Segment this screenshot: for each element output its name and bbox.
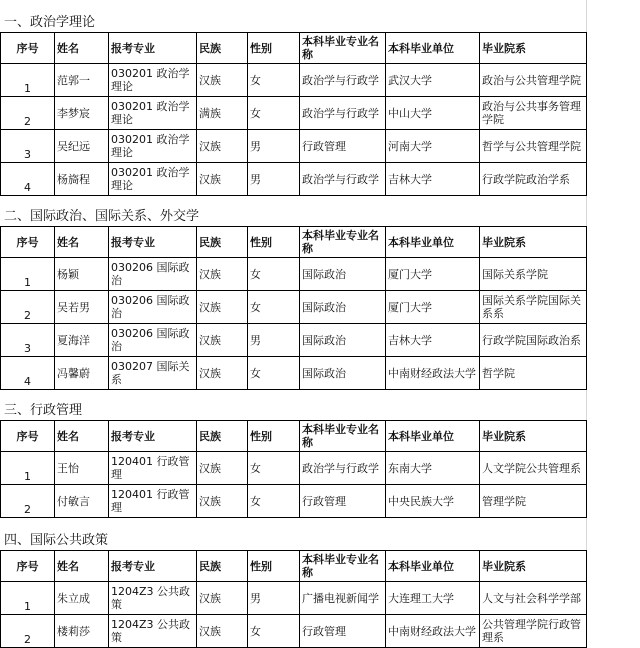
header-undergrad-school: 本科毕业单位 [386, 421, 480, 452]
cell-index: 2 [1, 485, 55, 518]
cell-undergrad-dept: 人文与社会科学学部 [480, 582, 587, 615]
header-index: 序号 [1, 421, 55, 452]
cell-undergrad-major: 国际政治 [300, 291, 386, 324]
table-header-row [1, 33, 587, 64]
cell-undergrad-major: 行政管理 [300, 130, 386, 163]
cell-gender: 女 [248, 64, 300, 97]
cell-name: 王怡 [55, 452, 109, 485]
cell-name: 付敏言 [55, 485, 109, 518]
cell-undergrad-dept: 国际关系学院国际关系系 [480, 291, 587, 324]
cell-undergrad-dept: 哲学院 [480, 357, 587, 390]
cell-undergrad-major: 国际政治 [300, 258, 386, 291]
cell-undergrad-major: 广播电视新闻学 [300, 582, 386, 615]
cell-index: 1 [1, 452, 55, 485]
table-header-row [1, 421, 587, 452]
cell-ethnicity: 汉族 [197, 357, 248, 390]
cell-undergrad-school: 东南大学 [386, 452, 480, 485]
cell-gender: 女 [248, 357, 300, 390]
cell-name: 夏海洋 [55, 324, 109, 357]
cell-undergrad-major: 政治学与行政学 [300, 452, 386, 485]
cell-undergrad-school: 吉林大学 [386, 324, 480, 357]
cell-index: 2 [1, 291, 55, 324]
header-index: 序号 [1, 227, 55, 258]
table-row [1, 130, 587, 163]
cell-name: 杨旖程 [55, 163, 109, 196]
header-ethnicity: 民族 [197, 227, 248, 258]
cell-major: 1204Z3 公共政策 [109, 582, 197, 615]
cell-undergrad-school: 中央民族大学 [386, 485, 480, 518]
cell-name: 朱立成 [55, 582, 109, 615]
section-title: 二、国际政治、国际关系、外交学 [4, 209, 200, 224]
cell-name: 范郭一 [55, 64, 109, 97]
header-undergrad-school: 本科毕业单位 [386, 551, 480, 582]
table-row [1, 615, 587, 648]
header-gender: 性别 [248, 421, 300, 452]
table-row [1, 291, 587, 324]
cell-ethnicity: 汉族 [197, 130, 248, 163]
cell-index: 2 [1, 97, 55, 130]
cell-undergrad-school: 中南财经政法大学 [386, 615, 480, 648]
header-ethnicity: 民族 [197, 551, 248, 582]
cell-gender: 女 [248, 452, 300, 485]
cell-undergrad-major: 行政管理 [300, 485, 386, 518]
cell-ethnicity: 汉族 [197, 615, 248, 648]
cell-undergrad-dept: 政治与公共管理学院 [480, 64, 587, 97]
cell-name: 吴纪远 [55, 130, 109, 163]
cell-undergrad-dept: 哲学与公共管理学院 [480, 130, 587, 163]
header-major: 报考专业 [109, 551, 197, 582]
table-row [1, 485, 587, 518]
cell-index: 1 [1, 258, 55, 291]
header-undergrad-major: 本科毕业专业名称 [300, 33, 386, 64]
cell-undergrad-dept: 公共管理学院行政管理系 [480, 615, 587, 648]
cell-index: 1 [1, 582, 55, 615]
header-ethnicity: 民族 [197, 421, 248, 452]
cell-index: 1 [1, 64, 55, 97]
table-row [1, 452, 587, 485]
cell-name: 杨颖 [55, 258, 109, 291]
cell-index: 3 [1, 130, 55, 163]
cell-ethnicity: 汉族 [197, 163, 248, 196]
header-index: 序号 [1, 33, 55, 64]
cell-undergrad-school: 大连理工大学 [386, 582, 480, 615]
header-undergrad-school: 本科毕业单位 [386, 227, 480, 258]
cell-ethnicity: 汉族 [197, 452, 248, 485]
cell-index: 3 [1, 324, 55, 357]
header-ethnicity: 民族 [197, 33, 248, 64]
header-gender: 性别 [248, 551, 300, 582]
header-name: 姓名 [55, 551, 109, 582]
cell-name: 李梦宸 [55, 97, 109, 130]
cell-index: 4 [1, 163, 55, 196]
cell-ethnicity: 汉族 [197, 485, 248, 518]
cell-undergrad-major: 政治学与行政学 [300, 64, 386, 97]
cell-ethnicity: 汉族 [197, 291, 248, 324]
table-row [1, 258, 587, 291]
cell-undergrad-major: 政治学与行政学 [300, 163, 386, 196]
cell-gender: 男 [248, 582, 300, 615]
cell-ethnicity: 汉族 [197, 258, 248, 291]
cell-undergrad-major: 国际政治 [300, 324, 386, 357]
table-row [1, 582, 587, 615]
cell-ethnicity: 满族 [197, 97, 248, 130]
header-undergrad-major: 本科毕业专业名称 [300, 551, 386, 582]
cell-gender: 女 [248, 258, 300, 291]
table-row [1, 163, 587, 196]
cell-undergrad-school: 厦门大学 [386, 258, 480, 291]
cell-major: 030206 国际政治 [109, 258, 197, 291]
header-gender: 性别 [248, 33, 300, 64]
cell-name: 冯馨蔚 [55, 357, 109, 390]
cell-gender: 女 [248, 97, 300, 130]
table-row [1, 97, 587, 130]
cell-gender: 女 [248, 615, 300, 648]
cell-ethnicity: 汉族 [197, 582, 248, 615]
cell-undergrad-school: 吉林大学 [386, 163, 480, 196]
header-gender: 性别 [248, 227, 300, 258]
cell-undergrad-dept: 人文学院公共管理系 [480, 452, 587, 485]
header-undergrad-major: 本科毕业专业名称 [300, 421, 386, 452]
header-name: 姓名 [55, 227, 109, 258]
cell-undergrad-school: 中山大学 [386, 97, 480, 130]
header-major: 报考专业 [109, 421, 197, 452]
cell-name: 楼莉莎 [55, 615, 109, 648]
header-undergrad-dept: 毕业院系 [480, 227, 587, 258]
cell-major: 030207 国际关系 [109, 357, 197, 390]
header-major: 报考专业 [109, 227, 197, 258]
admission-table [0, 420, 587, 518]
cell-major: 030206 国际政治 [109, 324, 197, 357]
cell-undergrad-major: 行政管理 [300, 615, 386, 648]
admission-table [0, 226, 587, 390]
header-undergrad-major: 本科毕业专业名称 [300, 227, 386, 258]
cell-gender: 女 [248, 291, 300, 324]
section-title: 三、行政管理 [4, 403, 83, 418]
cell-major: 030201 政治学理论 [109, 64, 197, 97]
cell-undergrad-school: 河南大学 [386, 130, 480, 163]
header-undergrad-dept: 毕业院系 [480, 33, 587, 64]
table-row [1, 357, 587, 390]
cell-gender: 女 [248, 485, 300, 518]
cell-major: 030206 国际政治 [109, 291, 197, 324]
section-title: 一、政治学理论 [4, 15, 96, 30]
cell-major: 1204Z3 公共政策 [109, 615, 197, 648]
cell-gender: 男 [248, 324, 300, 357]
cell-index: 4 [1, 357, 55, 390]
cell-ethnicity: 汉族 [197, 64, 248, 97]
cell-undergrad-dept: 国际关系学院 [480, 258, 587, 291]
cell-undergrad-school: 武汉大学 [386, 64, 480, 97]
header-undergrad-dept: 毕业院系 [480, 551, 587, 582]
cell-ethnicity: 汉族 [197, 324, 248, 357]
table-row [1, 324, 587, 357]
header-index: 序号 [1, 551, 55, 582]
cell-gender: 男 [248, 130, 300, 163]
header-name: 姓名 [55, 33, 109, 64]
cell-undergrad-school: 中南财经政法大学 [386, 357, 480, 390]
header-undergrad-school: 本科毕业单位 [386, 33, 480, 64]
cell-major: 030201 政治学理论 [109, 97, 197, 130]
cell-undergrad-major: 国际政治 [300, 357, 386, 390]
cell-undergrad-dept: 政治与公共事务管理学院 [480, 97, 587, 130]
cell-undergrad-dept: 行政学院国际政治系 [480, 324, 587, 357]
cell-undergrad-dept: 行政学院政治学系 [480, 163, 587, 196]
cell-name: 吴若男 [55, 291, 109, 324]
cell-undergrad-school: 厦门大学 [386, 291, 480, 324]
cell-major: 030201 政治学理论 [109, 163, 197, 196]
table-header-row [1, 227, 587, 258]
table-header-row [1, 551, 587, 582]
cell-major: 030201 政治学理论 [109, 130, 197, 163]
admission-table [0, 32, 587, 196]
cell-index: 2 [1, 615, 55, 648]
admission-table [0, 550, 587, 648]
table-row [1, 64, 587, 97]
cell-major: 120401 行政管理 [109, 452, 197, 485]
cell-major: 120401 行政管理 [109, 485, 197, 518]
header-undergrad-dept: 毕业院系 [480, 421, 587, 452]
header-name: 姓名 [55, 421, 109, 452]
cell-undergrad-dept: 管理学院 [480, 485, 587, 518]
section-title: 四、国际公共政策 [4, 533, 109, 548]
cell-gender: 男 [248, 163, 300, 196]
cell-undergrad-major: 政治学与行政学 [300, 97, 386, 130]
header-major: 报考专业 [109, 33, 197, 64]
